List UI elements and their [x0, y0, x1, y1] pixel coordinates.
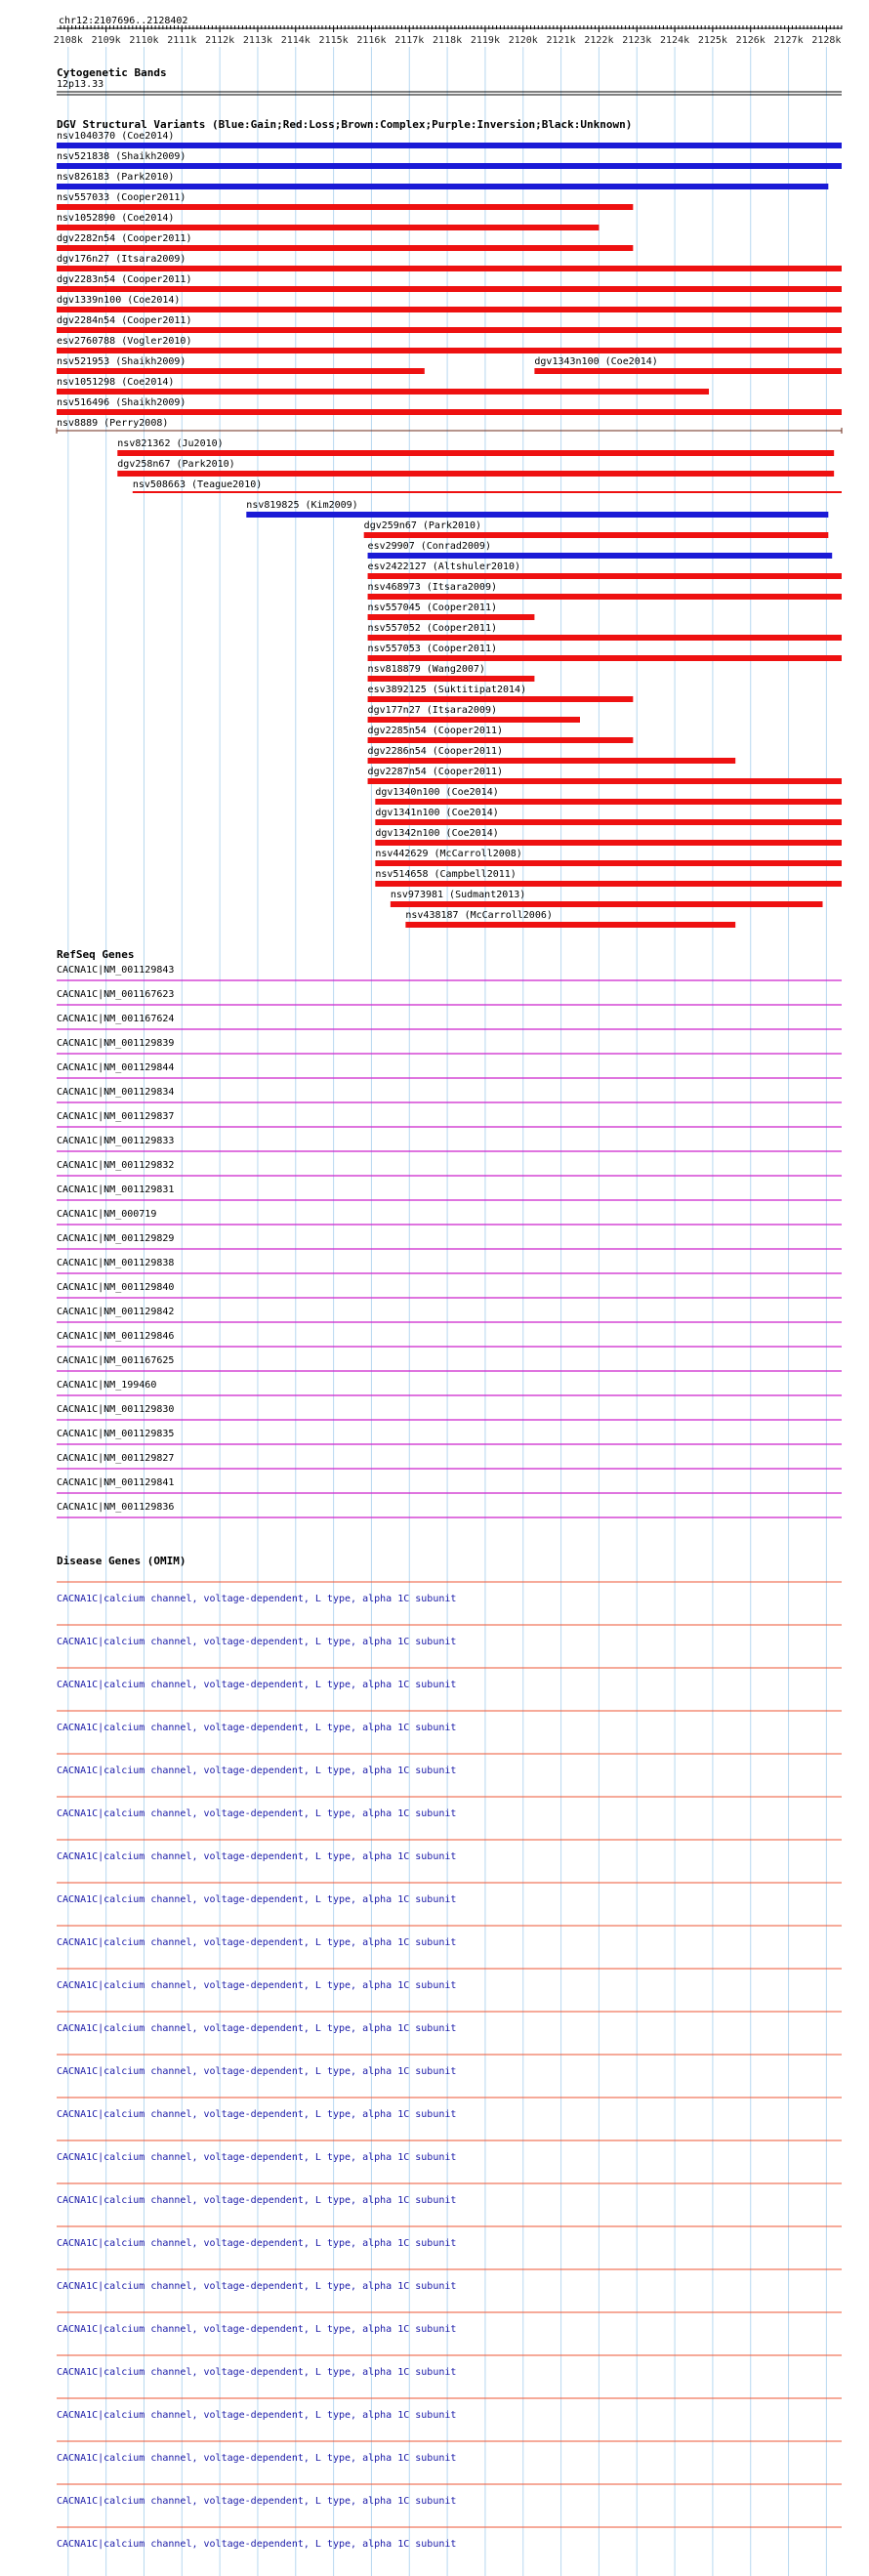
dgv-variant-label: nsv514658 (Campbell2011) — [375, 869, 517, 880]
dgv-variant-bar[interactable] — [133, 491, 842, 493]
dgv-variant[interactable] — [133, 479, 842, 493]
dgv-variant-label: nsv521838 (Shaikh2009) — [57, 151, 186, 162]
dgv-variant[interactable] — [405, 910, 735, 928]
omim-entry-label[interactable]: CACNA1C|calcium channel, voltage-dependent, L type, alpha 1C subunit — [57, 1594, 457, 1604]
dgv-variant-label: nsv557053 (Cooper2011) — [367, 644, 498, 654]
refseq-gene-label: CACNA1C|NM_001129827 — [57, 1453, 175, 1464]
dgv-variant-bar[interactable] — [375, 819, 842, 825]
omim-entry[interactable] — [57, 1926, 842, 1948]
ruler-tick-label: 2118k — [433, 35, 463, 46]
refseq-gene[interactable] — [57, 989, 842, 1005]
omim-entry[interactable] — [57, 1668, 842, 1690]
dgv-variant-label: esv3892125 (Suktitipat2014) — [367, 685, 527, 695]
dgv-variant-bar[interactable] — [57, 163, 842, 169]
dgv-variant-bar[interactable] — [375, 840, 842, 846]
ruler-tick-label: 2115k — [318, 35, 349, 46]
omim-entry-label[interactable]: CACNA1C|calcium channel, voltage-dependent, L type, alpha 1C subunit — [57, 2496, 457, 2507]
refseq-gene-label: CACNA1C|NM_001129831 — [57, 1184, 175, 1195]
omim-entry-label[interactable]: CACNA1C|calcium channel, voltage-dependent, L type, alpha 1C subunit — [57, 1808, 457, 1819]
dgv-variant[interactable] — [368, 664, 535, 682]
refseq-gene[interactable] — [57, 1307, 842, 1322]
dgv-variant[interactable] — [57, 274, 842, 292]
omim-entry[interactable] — [57, 1797, 842, 1819]
dgv-variant-label: dgv2282n54 (Cooper2011) — [57, 233, 192, 244]
ruler-tick-label: 2108k — [53, 35, 83, 46]
dgv-variant[interactable] — [534, 356, 842, 374]
ruler-tick-label: 2124k — [660, 35, 690, 46]
omim-entry[interactable] — [57, 1582, 842, 1604]
refseq-gene[interactable] — [57, 1062, 842, 1078]
omim-entry[interactable] — [57, 2527, 842, 2550]
omim-entry[interactable] — [57, 2226, 842, 2249]
omim-entry[interactable] — [57, 2312, 842, 2335]
refseq-gene-label: CACNA1C|NM_001129832 — [57, 1160, 175, 1171]
ruler-tick-label: 2113k — [242, 35, 273, 46]
dgv-variant[interactable] — [368, 602, 535, 620]
dgv-variant-label: nsv438187 (McCarroll2006) — [405, 910, 553, 921]
ruler-tick-label: 2122k — [584, 35, 614, 46]
refseq-gene-label: CACNA1C|NM_000719 — [57, 1209, 157, 1220]
dgv-variant[interactable] — [246, 500, 828, 518]
dgv-variant[interactable] — [368, 623, 842, 641]
dgv-variant-bar[interactable] — [246, 512, 828, 518]
dgv-variant-bar[interactable] — [534, 368, 842, 374]
ruler-tick-label: 2127k — [773, 35, 804, 46]
omim-entry-label[interactable]: CACNA1C|calcium channel, voltage-dependent, L type, alpha 1C subunit — [57, 2453, 457, 2464]
dgv-variant-bar[interactable] — [405, 922, 735, 928]
refseq-track — [57, 965, 842, 1517]
omim-entry[interactable] — [57, 1754, 842, 1776]
dgv-variant-label: nsv821362 (Ju2010) — [117, 438, 224, 449]
dgv-variant-label: dgv2287n54 (Cooper2011) — [367, 767, 504, 777]
ruler-tick-label: 2112k — [205, 35, 235, 46]
cytoband-bar[interactable] — [57, 92, 842, 95]
dgv-variant[interactable] — [57, 233, 633, 251]
dgv-variant[interactable] — [57, 397, 842, 415]
omim-entry-label[interactable]: CACNA1C|calcium channel, voltage-dependent, L type, alpha 1C subunit — [57, 2539, 457, 2550]
dgv-variant[interactable] — [375, 849, 842, 866]
omim-entry[interactable] — [57, 2484, 842, 2507]
dgv-variant-label: nsv1040370 (Coe2014) — [57, 131, 175, 142]
omim-entry[interactable] — [57, 1625, 842, 1647]
dgv-variant-bar[interactable] — [57, 327, 842, 333]
ruler-tick-label: 2111k — [167, 35, 197, 46]
refseq-gene-label: CACNA1C|NM_199460 — [57, 1380, 157, 1391]
omim-entry-label[interactable]: CACNA1C|calcium channel, voltage-dependent, L type, alpha 1C subunit — [57, 1637, 457, 1647]
omim-entry-label[interactable]: CACNA1C|calcium channel, voltage-dependent, L type, alpha 1C subunit — [57, 1723, 457, 1733]
dgv-variant[interactable] — [57, 192, 633, 210]
dgv-variant-bar[interactable] — [57, 225, 599, 230]
dgv-variant[interactable] — [368, 685, 634, 702]
omim-entry[interactable] — [57, 1969, 842, 1991]
dgv-variant-label: nsv516496 (Shaikh2009) — [57, 397, 186, 408]
omim-entry-label[interactable]: CACNA1C|calcium channel, voltage-dependent, L type, alpha 1C subunit — [57, 1937, 457, 1948]
omim-entry-label[interactable]: CACNA1C|calcium channel, voltage-dependent, L type, alpha 1C subunit — [57, 1894, 457, 1905]
refseq-gene-label: CACNA1C|NM_001129836 — [57, 1502, 175, 1513]
refseq-gene-label: CACNA1C|NM_001129841 — [57, 1477, 175, 1488]
ruler-tick-label: 2110k — [129, 35, 159, 46]
refseq-gene-label: CACNA1C|NM_001167623 — [57, 989, 175, 1000]
refseq-gene-label: CACNA1C|NM_001129830 — [57, 1404, 175, 1415]
dgv-variant-label: esv2760788 (Vogler2010) — [57, 336, 192, 347]
omim-entry-label[interactable]: CACNA1C|calcium channel, voltage-dependent, L type, alpha 1C subunit — [57, 2066, 457, 2077]
omim-entry-label[interactable]: CACNA1C|calcium channel, voltage-dependent, L type, alpha 1C subunit — [57, 1680, 457, 1690]
dgv-variant-bar[interactable] — [117, 471, 834, 477]
omim-entry[interactable] — [57, 1840, 842, 1862]
dgv-variant-label: nsv508663 (Teague2010) — [132, 479, 263, 490]
dgv-variant[interactable] — [368, 644, 842, 661]
dgv-variant-label: nsv442629 (McCarroll2008) — [375, 849, 522, 859]
omim-entry[interactable] — [57, 2183, 842, 2206]
omim-entry-label[interactable]: CACNA1C|calcium channel, voltage-dependent, L type, alpha 1C subunit — [57, 2023, 457, 2034]
refseq-gene-label: CACNA1C|NM_001129834 — [57, 1087, 175, 1098]
omim-entry[interactable] — [57, 1711, 842, 1733]
refseq-track-title: RefSeq Genes — [57, 948, 135, 961]
dgv-variant-label: dgv259n67 (Park2010) — [363, 520, 482, 531]
dgv-variant[interactable] — [375, 869, 842, 887]
dgv-variant-bar[interactable] — [117, 450, 834, 456]
omim-entry-label[interactable]: CACNA1C|calcium channel, voltage-dependent, L type, alpha 1C subunit — [57, 2109, 457, 2120]
ruler-tick-label: 2121k — [546, 35, 576, 46]
dgv-variant-label: dgv1343n100 (Coe2014) — [534, 356, 658, 367]
refseq-gene[interactable] — [57, 1087, 842, 1102]
dgv-variant-bar[interactable] — [375, 799, 842, 805]
refseq-gene[interactable] — [57, 1160, 842, 1176]
refseq-gene-label: CACNA1C|NM_001129833 — [57, 1136, 175, 1146]
omim-entry[interactable] — [57, 2055, 842, 2077]
refseq-gene-label: CACNA1C|NM_001167624 — [57, 1014, 175, 1024]
cytoband-label: 12p13.33 — [57, 79, 104, 90]
cytoband-track-title: Cytogenetic Bands — [57, 66, 167, 79]
refseq-gene[interactable] — [57, 1502, 842, 1517]
dgv-track — [57, 131, 842, 928]
refseq-gene-label: CACNA1C|NM_001129843 — [57, 965, 175, 976]
refseq-gene[interactable] — [57, 1429, 842, 1444]
dgv-variant[interactable] — [57, 377, 709, 395]
dgv-variant-label: esv29907 (Conrad2009) — [367, 541, 491, 552]
dgv-variant-label: esv2422127 (Altshuler2010) — [367, 561, 521, 572]
dgv-variant-bar[interactable] — [364, 532, 829, 538]
dgv-variant-label: dgv176n27 (Itsara2009) — [57, 254, 186, 265]
refseq-gene-label: CACNA1C|NM_001129838 — [57, 1258, 175, 1268]
dgv-variant[interactable] — [368, 541, 833, 559]
refseq-gene-label: CACNA1C|NM_001129837 — [57, 1111, 175, 1122]
dgv-variant-label: nsv557052 (Cooper2011) — [367, 623, 498, 634]
dgv-variant-label: nsv1052890 (Coe2014) — [57, 213, 175, 224]
dgv-variant-bar[interactable] — [57, 348, 842, 353]
refseq-gene[interactable] — [57, 965, 842, 980]
dgv-variant-label: dgv1340n100 (Coe2014) — [375, 787, 499, 798]
dgv-variant[interactable] — [57, 295, 842, 312]
omim-entry[interactable] — [57, 2098, 842, 2120]
dgv-variant-label: dgv2283n54 (Cooper2011) — [57, 274, 192, 285]
omim-entry-label[interactable]: CACNA1C|calcium channel, voltage-dependent, L type, alpha 1C subunit — [57, 2238, 457, 2249]
refseq-gene[interactable] — [57, 1233, 842, 1249]
dgv-variant[interactable] — [57, 254, 842, 271]
dgv-variant[interactable] — [57, 418, 842, 434]
ruler-tick-label: 2114k — [280, 35, 310, 46]
dgv-variant-label: dgv1342n100 (Coe2014) — [375, 828, 499, 839]
omim-entry[interactable] — [57, 2441, 842, 2464]
dgv-variant-bar[interactable] — [57, 143, 842, 148]
dgv-variant[interactable] — [57, 356, 425, 374]
omim-entry[interactable] — [57, 2355, 842, 2378]
dgv-track-title: DGV Structural Variants (Blue:Gain;Red:Loss;Brown:Complex;Purple:Inversion;Black:Unknown) — [57, 118, 633, 131]
dgv-variant-label: dgv258n67 (Park2010) — [117, 459, 235, 470]
dgv-variant-bar[interactable] — [57, 389, 709, 395]
dgv-variant-label: dgv1341n100 (Coe2014) — [375, 808, 499, 818]
dgv-variant-bar[interactable] — [368, 594, 842, 600]
dgv-variant[interactable] — [57, 213, 599, 230]
omim-track — [57, 1582, 842, 2550]
refseq-gene[interactable] — [57, 1136, 842, 1151]
dgv-variant-label: nsv557045 (Cooper2011) — [367, 602, 498, 613]
dgv-variant-bar[interactable] — [368, 696, 634, 702]
refseq-gene[interactable] — [57, 1111, 842, 1127]
dgv-variant-bar[interactable] — [368, 676, 535, 682]
dgv-variant[interactable] — [364, 520, 829, 538]
dgv-variant-bar[interactable] — [57, 286, 842, 292]
dgv-variant-bar[interactable] — [57, 184, 828, 189]
dgv-variant[interactable] — [368, 767, 842, 784]
dgv-variant[interactable] — [368, 746, 736, 764]
dgv-variant-bar[interactable] — [368, 717, 580, 723]
dgv-variant-label: nsv468973 (Itsara2009) — [367, 582, 498, 593]
ruler-tick-label: 2120k — [508, 35, 538, 46]
dgv-variant-bar[interactable] — [368, 614, 535, 620]
refseq-gene-label: CACNA1C|NM_001129835 — [57, 1429, 175, 1439]
refseq-gene-label: CACNA1C|NM_001129844 — [57, 1062, 175, 1073]
dgv-variant[interactable] — [57, 336, 842, 353]
dgv-variant-bar[interactable] — [368, 553, 833, 559]
refseq-gene[interactable] — [57, 1258, 842, 1273]
omim-entry[interactable] — [57, 1883, 842, 1905]
dgv-variant[interactable] — [368, 705, 580, 723]
omim-entry-label[interactable]: CACNA1C|calcium channel, voltage-dependent, L type, alpha 1C subunit — [57, 2324, 457, 2335]
refseq-gene[interactable] — [57, 1355, 842, 1371]
coordinate-ruler[interactable] — [54, 25, 842, 46]
omim-entry-label[interactable]: CACNA1C|calcium channel, voltage-dependent, L type, alpha 1C subunit — [57, 2410, 457, 2421]
dgv-variant-label: nsv8889 (Perry2008) — [57, 418, 169, 429]
ruler-tick-label: 2119k — [470, 35, 500, 46]
dgv-variant-bar[interactable] — [57, 245, 633, 251]
omim-track-title: Disease Genes (OMIM) — [57, 1555, 186, 1567]
dgv-variant-bar[interactable] — [391, 901, 823, 907]
dgv-variant[interactable] — [375, 828, 842, 846]
dgv-variant-label: nsv521953 (Shaikh2009) — [57, 356, 186, 367]
dgv-variant[interactable] — [375, 808, 842, 825]
dgv-variant-bar[interactable] — [57, 368, 425, 374]
dgv-variant-bar[interactable] — [368, 573, 842, 579]
dgv-variant[interactable] — [117, 438, 834, 456]
omim-entry-label[interactable]: CACNA1C|calcium channel, voltage-dependent, L type, alpha 1C subunit — [57, 2281, 457, 2292]
refseq-gene[interactable] — [57, 1453, 842, 1469]
refseq-gene-label: CACNA1C|NM_001129842 — [57, 1307, 175, 1317]
omim-entry-label[interactable]: CACNA1C|calcium channel, voltage-dependent, L type, alpha 1C subunit — [57, 2367, 457, 2378]
dgv-variant-bar[interactable] — [57, 204, 633, 210]
dgv-variant-label: nsv1051298 (Coe2014) — [57, 377, 175, 388]
dgv-variant[interactable] — [117, 459, 834, 477]
dgv-variant-label: dgv2284n54 (Cooper2011) — [57, 315, 192, 326]
dgv-variant-label: nsv819825 (Kim2009) — [246, 500, 358, 511]
dgv-variant[interactable] — [57, 131, 842, 148]
omim-entry-label[interactable]: CACNA1C|calcium channel, voltage-dependent, L type, alpha 1C subunit — [57, 1980, 457, 1991]
omim-entry[interactable] — [57, 2012, 842, 2034]
dgv-variant[interactable] — [368, 582, 842, 600]
dgv-variant[interactable] — [391, 890, 823, 907]
refseq-gene[interactable] — [57, 1404, 842, 1420]
dgv-variant-label: nsv826183 (Park2010) — [57, 172, 175, 183]
dgv-variant-bar[interactable] — [368, 635, 842, 641]
dgv-variant[interactable] — [57, 315, 842, 333]
dgv-variant-label: dgv177n27 (Itsara2009) — [367, 705, 498, 716]
refseq-gene[interactable] — [57, 1038, 842, 1054]
ruler-tick-label: 2126k — [735, 35, 766, 46]
ruler-tick-label: 2128k — [811, 35, 842, 46]
refseq-gene[interactable] — [57, 1014, 842, 1029]
refseq-gene-label: CACNA1C|NM_001129840 — [57, 1282, 175, 1293]
dgv-variant-bar[interactable] — [368, 737, 634, 743]
dgv-variant[interactable] — [368, 726, 634, 743]
refseq-gene-label: CACNA1C|NM_001129829 — [57, 1233, 175, 1244]
omim-entry-label[interactable]: CACNA1C|calcium channel, voltage-dependent, L type, alpha 1C subunit — [57, 2195, 457, 2206]
refseq-gene-label: CACNA1C|NM_001129839 — [57, 1038, 175, 1049]
dgv-variant-bar[interactable] — [57, 409, 842, 415]
ruler-tick-label: 2123k — [622, 35, 652, 46]
omim-entry-label[interactable]: CACNA1C|calcium channel, voltage-dependent, L type, alpha 1C subunit — [57, 1851, 457, 1862]
refseq-gene-label: CACNA1C|NM_001129846 — [57, 1331, 175, 1342]
dgv-variant-bar[interactable] — [57, 266, 842, 271]
omim-entry[interactable] — [57, 2398, 842, 2421]
dgv-variant-label: dgv2285n54 (Cooper2011) — [367, 726, 504, 736]
refseq-gene[interactable] — [57, 1184, 842, 1200]
dgv-variant[interactable] — [375, 787, 842, 805]
ruler-tick-label: 2125k — [697, 35, 727, 46]
refseq-gene[interactable] — [57, 1209, 842, 1225]
omim-entry-label[interactable]: CACNA1C|calcium channel, voltage-dependent, L type, alpha 1C subunit — [57, 1766, 457, 1776]
refseq-gene[interactable] — [57, 1282, 842, 1298]
refseq-gene[interactable] — [57, 1331, 842, 1347]
dgv-variant-bar[interactable] — [368, 655, 842, 661]
ruler-tick-label: 2109k — [91, 35, 121, 46]
omim-entry-label[interactable]: CACNA1C|calcium channel, voltage-dependent, L type, alpha 1C subunit — [57, 2152, 457, 2163]
dgv-variant-label: dgv2286n54 (Cooper2011) — [367, 746, 504, 757]
dgv-variant-bar[interactable] — [368, 758, 736, 764]
omim-entry[interactable] — [57, 2269, 842, 2292]
omim-entry[interactable] — [57, 2140, 842, 2163]
refseq-gene[interactable] — [57, 1380, 842, 1395]
dgv-variant-label: nsv557033 (Cooper2011) — [57, 192, 186, 203]
refseq-gene[interactable] — [57, 1477, 842, 1493]
dgv-variant-bar[interactable] — [375, 881, 842, 887]
dgv-variant-bar[interactable] — [57, 307, 842, 312]
dgv-variant-label: nsv973981 (Sudmant2013) — [390, 890, 526, 900]
locus-label: chr12:2107696..2128402 — [59, 16, 188, 26]
dgv-variant[interactable] — [368, 561, 842, 579]
dgv-variant-bar[interactable] — [368, 778, 842, 784]
dgv-variant[interactable] — [57, 151, 842, 169]
ruler-tick-label: 2117k — [394, 35, 425, 46]
dgv-variant-label: nsv818879 (Wang2007) — [367, 664, 485, 675]
ruler-tick-label: 2116k — [356, 35, 387, 46]
dgv-variant-bar[interactable] — [375, 860, 842, 866]
refseq-gene-label: CACNA1C|NM_001167625 — [57, 1355, 175, 1366]
dgv-variant-label: dgv1339n100 (Coe2014) — [57, 295, 181, 306]
